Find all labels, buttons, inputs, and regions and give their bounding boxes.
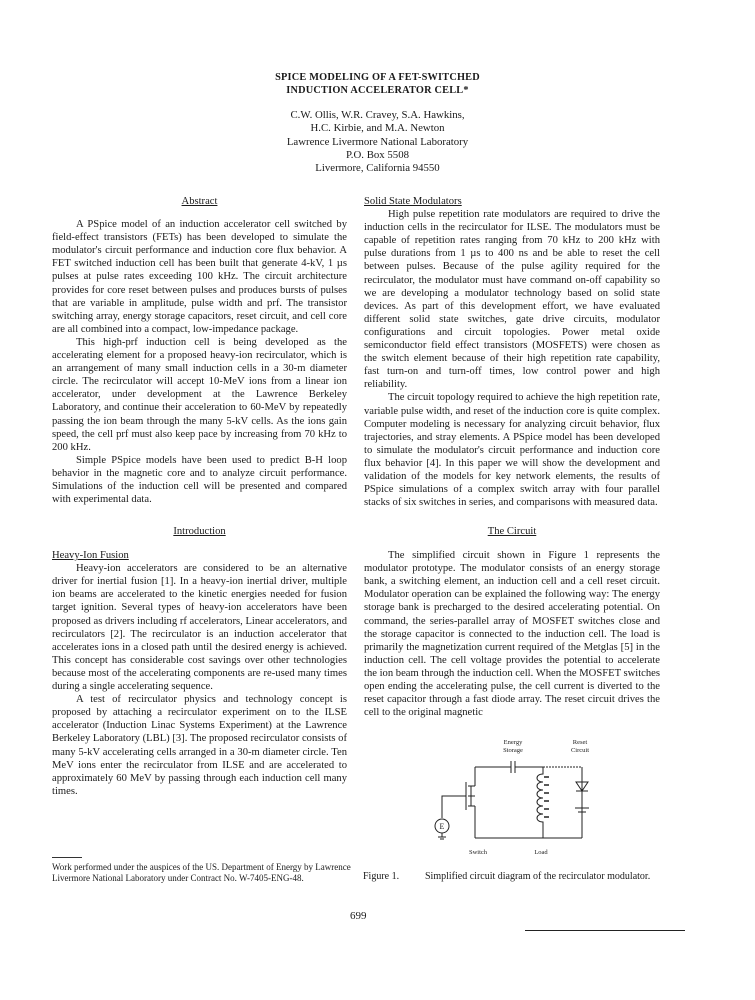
energy-storage-capacitor-icon xyxy=(511,761,515,773)
introduction-paragraph: Heavy-ion accelerators are considered to be an alternative driver for inertial fusion [1]. In a heavy-ion inertial driver, multiple ion beams are accelerated to the kinetic energies needed for fusion target ignition. Several types of heavy-ion accelerators have been proposed as drivers including rf accelerators, Linear accelerators, and recirculators [2]. The recirculator is an induction accelerator that accelerates ions in a closed path until the desired energy is achieved. This concept has considerable cost savings over other technologies because most of the accelerating components are re-used many times during a single accelerating sequence. xyxy=(52,563,347,693)
heavy-ion-fusion-subheading: Heavy-Ion Fusion xyxy=(52,550,129,562)
switch-label: Switch xyxy=(468,849,488,856)
caption-label: Figure 1. xyxy=(363,871,400,882)
introduction-section xyxy=(52,525,347,798)
reset-circuit-label-2: Circuit xyxy=(570,747,590,754)
circuit-section xyxy=(364,525,660,719)
introduction-paragraph: A test of recirculator physics and technology concept is proposed by attaching a recirculator experiment on to the ILSE accelerator (Induction Linac Systems Experiment) at the Lawrence Berkeley Laboratory (LBL) [3]. The proposed recirculator consists of many 5-kV accelerating cells arranged in a 30-m diameter circle. Ten MeV ions enter the recirculator from ILSE and are accelerated to approximately 60 MeV by passing through each induction cell many times. xyxy=(52,694,347,797)
abstract-heading: Abstract xyxy=(181,196,218,207)
figure-1-circuit-diagram xyxy=(425,730,625,865)
footnote-text: Work performed under the auspices of the US. Department of Energy by Lawrence Livermore National Laboratory under Contract No. W-7405-ENG-48. xyxy=(52,862,351,883)
paper-title xyxy=(0,71,755,97)
load-label: Load xyxy=(534,849,548,856)
figure-1-caption xyxy=(363,871,663,883)
address-line-1: P.O. Box 5508 xyxy=(346,148,409,161)
address-line-2: Livermore, California 94550 xyxy=(315,162,440,175)
footnote-rule xyxy=(52,857,82,858)
reset-circuit-label-1: Reset xyxy=(572,739,588,746)
authors-line-2: H.C. Kirbie, and M.A. Newton xyxy=(310,122,445,135)
title-line-1: SPICE MODELING OF A FET-SWITCHED xyxy=(275,72,480,83)
energy-storage-label-2: Storage xyxy=(503,747,523,754)
solid-state-paragraph: High pulse repetition rate modulators are required to drive the induction cells in the recirculator for ILSE. The modulators must be capable of repetition rates ranging from 70 kHz to 200 kHz with pulse durations from 1 µs to 400 ns and be able to reset the cell between pulses. Because of the pulse agility required for the recirculator, the modulator must have command on-off capability so we are developing a modulator technology based on solid state devices. As part of this development effort, we have evaluated different solid state switches, gate drive circuits, modulator configurations and circuit topologies. Power metal oxide semiconductor field effect transistors (MOSFETS) were chosen as the switch element because of their high repetition rate capability, fast turn-on and turn-off times, low control power and high reliability. xyxy=(364,209,660,391)
mosfet-switch-icon xyxy=(468,786,475,806)
induction-cell-inductor-icon xyxy=(537,767,543,838)
introduction-heading: Introduction xyxy=(173,526,226,537)
footnote xyxy=(52,857,362,884)
author-block xyxy=(0,109,755,175)
circuit-heading: The Circuit xyxy=(487,526,537,537)
page-number: 699 xyxy=(350,910,367,922)
source-symbol: E xyxy=(439,822,445,831)
title-line-2: INDUCTION ACCELERATOR CELL* xyxy=(286,85,469,96)
solid-state-subheading: Solid State Modulators xyxy=(364,196,462,207)
circuit-paragraph: The simplified circuit shown in Figure 1 represents the modulator prototype. The modulator consists of an energy storage bank, a switching element, an induction cell and a cell reset circuit. Modulator operation can be explained the following way: The energy storage bank is precharged to the desired accelerating potential. On command, the series-parallel array of MOSFET switches close and the storage capacitor is connected to the induction cell. The load is primarily the magnetization current required of the Metglas [5] in the induction cell. The cell voltage provides the potential to accelerate the ion beam through the induction cell. When the MOSFET switches open ending the accelerating pulse, the cell current is diverted to the reset capacitor through a fast diode array. The reset circuit drives the cell to the original magnetic xyxy=(364,550,660,719)
affiliation: Lawrence Livermore National Laboratory xyxy=(286,135,469,148)
solid-state-section xyxy=(364,195,660,509)
caption-text: Simplified circuit diagram of the recirculator modulator. xyxy=(425,871,651,882)
abstract-paragraph: Simple PSpice models have been used to predict B-H loop behavior in the magnetic core and to analyze circuit performance. Simulations of the induction cell will be presented and compared with experimental data. xyxy=(52,454,347,506)
energy-storage-label-1: Energy xyxy=(503,739,523,746)
abstract-section xyxy=(52,195,347,506)
gate-drive-wire xyxy=(442,796,466,818)
solid-state-paragraph: The circuit topology required to achieve the high repetition rate, variable pulse width, and reset of the induction core is quite complex. Computer modeling is necessary for analyzing circuit behavior, flux trajectories, and stray elements. A PSpice model has been developed to simulate the modulator's circuit performance and induction core flux behavior [4]. In this paper we will show the development and validation of the models for key network elements, the results of PSpice simulations of a complex switch array with four parallel stacks of six switches in series, and comparisons with measured data. xyxy=(364,392,660,509)
ground-icon xyxy=(438,833,446,839)
abstract-paragraph: This high-prf induction cell is being developed as the accelerating element for a proposed heavy-ion recirculator, which is an arrangement of many small induction cells in a 30-m diameter circle. The recirculator will accept 10-MeV ions from a linear ion accelerator, under development at the Lawrence Berkeley Laboratory, and continue their acceleration to 60-MeV by repeatedly passing the ion beam through the many 5-kV cells. As the ions gain speed, the cell prf must also keep pace by increasing from 70 kHz to 200 kHz. xyxy=(52,336,347,453)
authors-line-1: C.W. Ollis, W.R. Cravey, S.A. Hawkins, xyxy=(290,109,465,121)
abstract-paragraph: A PSpice model of an induction accelerator cell switched by field-effect transistors (FETs) has been developed to simulate the modulator's circuit performance and induction core flux behavior. A FET switched induction cell has been built that generate 4-kV, 1 µs pulses at pulse rates exceeding 100 kHz. The circuit architecture provides for core reset between pulses and produces bursts of pulses that are variable in amplitude, pulse width and prf. The transistor switching array, energy storage capacitors, reset circuit, and cell core are all combined into a compact, low-impedance package. xyxy=(52,219,347,335)
core-marks xyxy=(544,777,549,817)
bottom-rule xyxy=(525,930,685,931)
